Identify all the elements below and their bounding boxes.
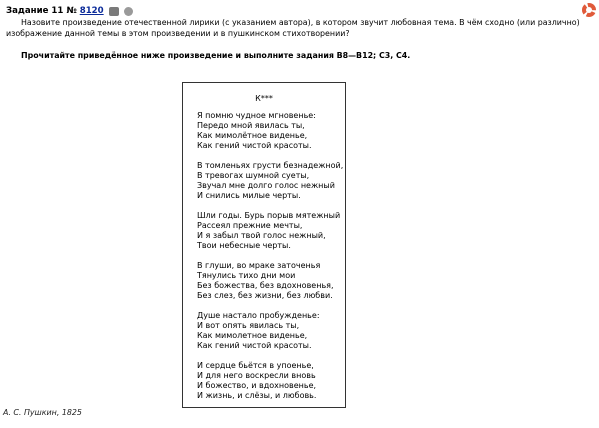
poem-author: А. С. Пушкин, 1825	[3, 408, 82, 417]
poem-line: Твои небесные черты.	[197, 241, 291, 250]
poem-line: Как гений чистой красоты.	[197, 141, 312, 150]
poem-line: В тревогах шумной суеты,	[197, 171, 310, 180]
poem-line: Без божества, без вдохновенья,	[197, 281, 334, 290]
task-header	[6, 6, 133, 16]
poem-stanza	[197, 111, 343, 151]
question-text: Назовите произведение отечественной лирики (с указанием автора), в котором звучит любовная тема. В чём сходно (или различно) изображение данной темы в этом произведении и в пушкинском стихотворении?	[6, 18, 580, 38]
poem-line: В глуши, во мраке заточенья	[197, 261, 321, 270]
poem-title: К***	[255, 94, 273, 103]
poem-line: Я помню чудное мгновенье:	[197, 111, 316, 120]
poem-line: Шли годы. Бурь порыв мятежный	[197, 211, 341, 220]
poem-stanza	[197, 311, 343, 351]
poem-line: И вот опять явилась ты,	[197, 321, 300, 330]
document-icon[interactable]	[109, 7, 119, 16]
poem-stanza	[197, 161, 343, 201]
instruction-text: Прочитайте приведённое ниже произведение и выполните задания B8—B12; C3, C4.	[21, 51, 411, 60]
lifebuoy-icon[interactable]	[582, 3, 596, 17]
poem-line: И снились милые черты.	[197, 191, 301, 200]
poem-stanza	[197, 211, 343, 251]
poem-line: В томленьях грусти безнадежной,	[197, 161, 344, 170]
task-number-link[interactable]: 8120	[79, 6, 104, 16]
poem-stanza	[197, 361, 343, 401]
poem-line: Как мимолётное виденье,	[197, 131, 308, 140]
poem-line: И божество, и вдохновенье,	[197, 381, 317, 390]
poem-line: Звучал мне долго голос нежный	[197, 181, 335, 190]
poem-box	[182, 82, 346, 408]
poem-line: Душе настало пробужденье:	[197, 311, 320, 320]
poem-line: И для него воскресли вновь	[197, 371, 316, 380]
status-circle-icon[interactable]	[124, 7, 133, 16]
poem-line: И жизнь, и слёзы, и любовь.	[197, 391, 317, 400]
poem-line: Передо мной явилась ты,	[197, 121, 305, 130]
poem-stanza	[197, 261, 343, 301]
poem-line: И я забыл твой голос нежный,	[197, 231, 326, 240]
poem-line: Без слез, без жизни, без любви.	[197, 291, 333, 300]
task-label: Задание 11 №	[6, 6, 77, 16]
poem-line: Рассеял прежние мечты,	[197, 221, 303, 230]
poem-line: Как гений чистой красоты.	[197, 341, 312, 350]
poem-line: Как мимолетное виденье,	[197, 331, 308, 340]
poem-line: Тянулись тихо дни мои	[197, 271, 296, 280]
poem-lines	[197, 111, 343, 411]
poem-line: И сердце бьётся в упоенье,	[197, 361, 314, 370]
